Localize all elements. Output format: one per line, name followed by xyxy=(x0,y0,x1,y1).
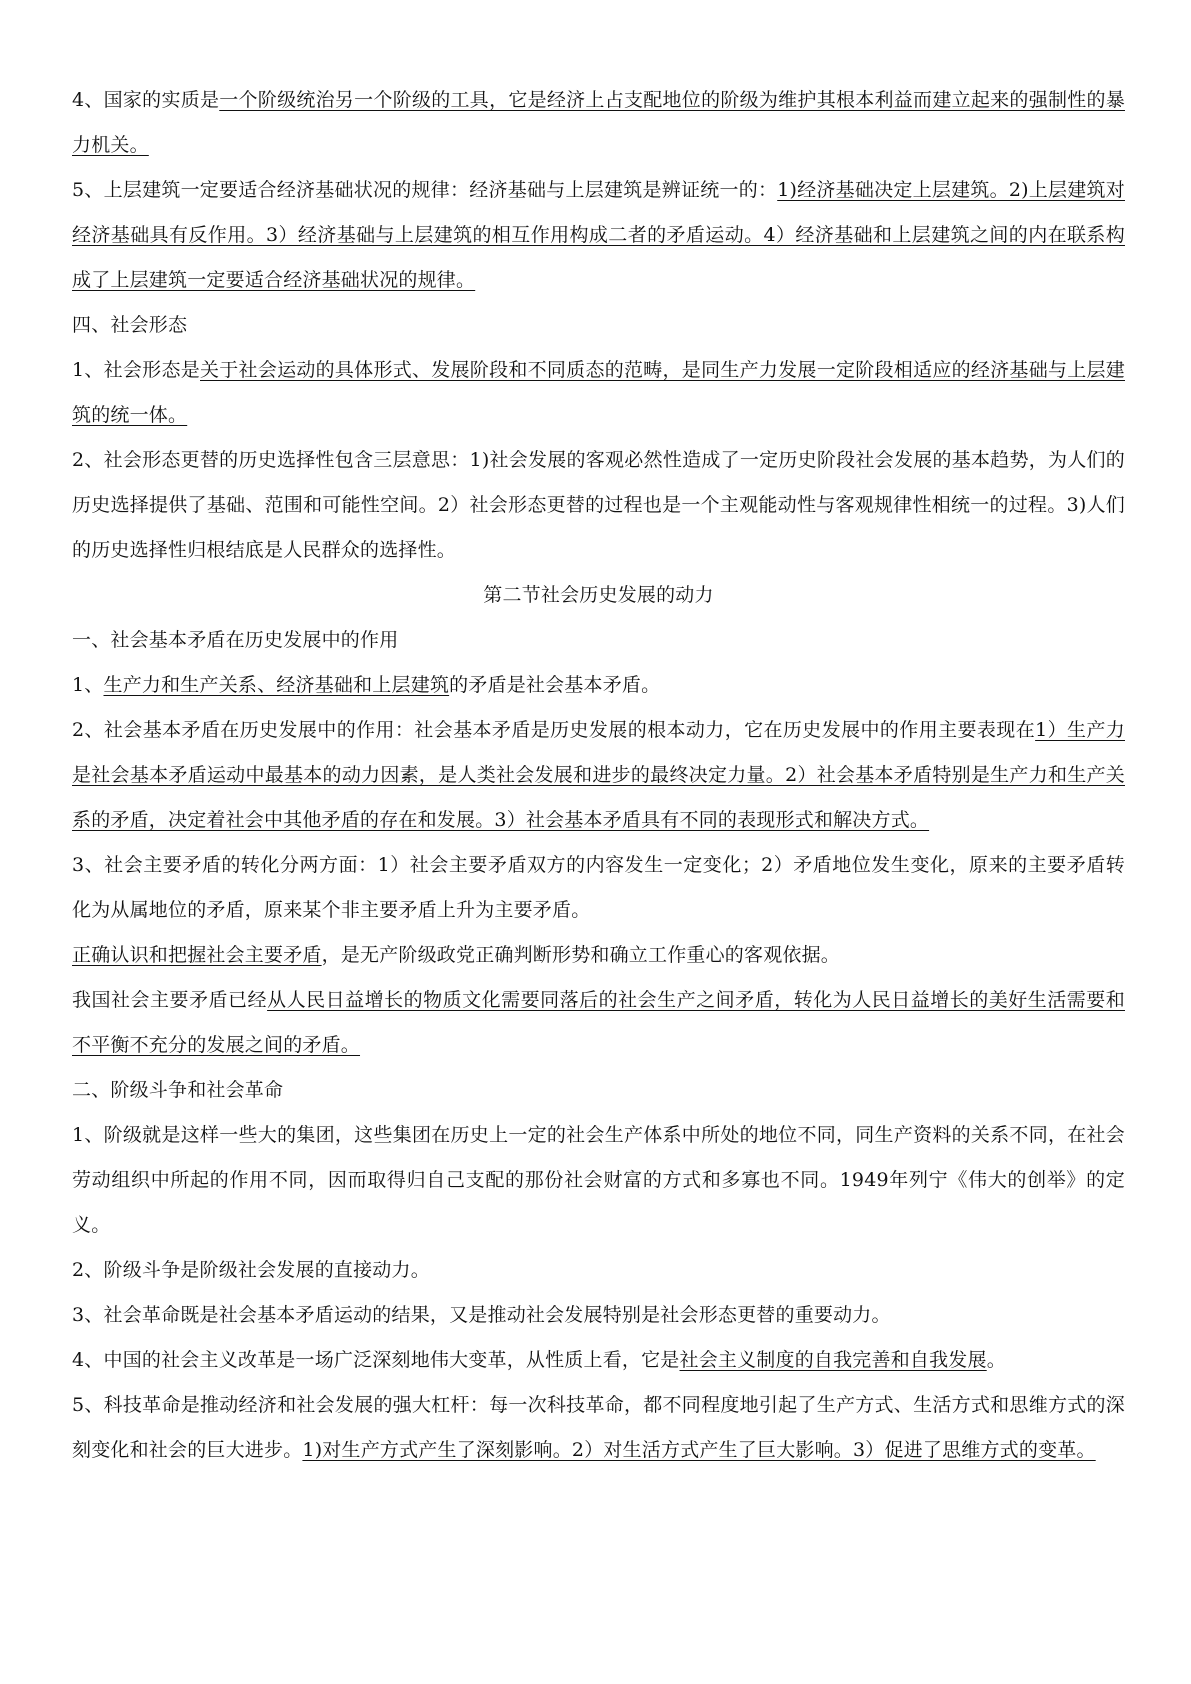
paragraph-social-form-definition xyxy=(72,348,1125,438)
section-title-text: 第二节社会历史发展的动力 xyxy=(483,584,714,606)
heading-text: 四、社会形态 xyxy=(72,314,188,336)
text-run: 我国社会主要矛盾已经 xyxy=(72,989,268,1011)
text-run: 5、科技革命是推动经济和社会发展的强大杠杆：每一次科技革命，都不同程度地引起了生产方式、生活方式和思维方式的深刻变化和社会的巨大进步。 xyxy=(72,1394,1125,1461)
text-run: 1、社会形态是 xyxy=(72,359,200,381)
text-run: 1、阶级就是这样一些大的集团，这些集团在历史上一定的社会生产体系中所处的地位不同，同生产资料的关系不同，在社会劳动组织中所起的作用不同，因而取得归自己支配的那份社会财富的方式和多寡也不同。1949年列宁《伟大的创举》的定义。 xyxy=(72,1124,1125,1236)
paragraph-state-essence xyxy=(72,78,1125,168)
paragraph-historical-choice xyxy=(72,438,1125,573)
text-run: 2、社会形态更替的历史选择性包含三层意思：1)社会发展的客观必然性造成了一定历史阶段社会发展的基本趋势，为人们的历史选择提供了基础、范围和可能性空间。2）社会形态更替的过程也是一个主观能动性与客观规律性相统一的过程。3)人们的历史选择性归根结底是人民群众的选择性。 xyxy=(72,449,1125,561)
paragraph-social-revolution xyxy=(72,1293,1125,1338)
heading-text: 一、社会基本矛盾在历史发展中的作用 xyxy=(72,629,399,651)
text-run: 2、阶级斗争是阶级社会发展的直接动力。 xyxy=(72,1259,430,1281)
paragraph-socialist-reform xyxy=(72,1338,1125,1383)
paragraph-class-definition xyxy=(72,1113,1125,1248)
text-run: 的矛盾是社会基本矛盾。 xyxy=(449,674,661,696)
section-heading-basic-contradiction xyxy=(72,618,1125,663)
chapter-section-title xyxy=(72,573,1125,618)
text-run: 4、中国的社会主义改革是一场广泛深刻地伟大变革，从性质上看，它是 xyxy=(72,1349,680,1371)
text-run: ，是无产阶级政党正确判断形势和确立工作重心的客观依据。 xyxy=(321,944,841,966)
underlined-text: 1)对生产方式产生了深刻影响。2）对生活方式产生了巨大影响。3）促进了思维方式的变革。 xyxy=(302,1439,1096,1461)
underlined-text: 从人民日益增长的物质文化需要同落后的社会生产之间矛盾，转化为人民日益增长的美好生活需要和不平衡不充分的发展之间的矛盾。 xyxy=(72,989,1125,1056)
text-run: 3、社会主要矛盾的转化分两方面：1）社会主要矛盾双方的内容发生一定变化；2）矛盾地位发生变化，原来的主要矛盾转化为从属地位的矛盾，原来某个非主要矛盾上升为主要矛盾。 xyxy=(72,854,1125,921)
underlined-text: 正确认识和把握社会主要矛盾 xyxy=(72,944,322,966)
section-heading-class-struggle xyxy=(72,1068,1125,1113)
text-run: 5、上层建筑一定要适合经济基础状况的规律：经济基础与上层建筑是辨证统一的： xyxy=(72,179,778,201)
text-run: 。 xyxy=(986,1349,1006,1371)
text-run: 1、 xyxy=(72,674,104,696)
underlined-text: 1)经济基础决定上层建筑。2)上层建筑对经济基础具有反作用。3）经济基础与上层建筑的相互作用构成二者的矛盾运动。4）经济基础和上层建筑之间的内在联系构成了上层建筑一定要适合经济基础状况的规律。 xyxy=(72,179,1125,291)
text-run: 3、社会革命既是社会基本矛盾运动的结果，又是推动社会发展特别是社会形态更替的重要动力。 xyxy=(72,1304,891,1326)
paragraph-superstructure-law xyxy=(72,168,1125,303)
underlined-text: 关于社会运动的具体形式、发展阶段和不同质态的范畴，是同生产力发展一定阶段相适应的经济基础与上层建筑的统一体。 xyxy=(72,359,1125,426)
text-run: 4、国家的实质是 xyxy=(72,89,220,111)
underlined-text: 1）生产力是社会基本矛盾运动中最基本的动力因素，是人类社会发展和进步的最终决定力量。2）社会基本矛盾特别是生产力和生产关系的矛盾，决定着社会中其他矛盾的存在和发展。3）社会基本矛盾具有不同的表现形式和解决方式。 xyxy=(72,719,1125,831)
paragraph-class-struggle-driver xyxy=(72,1248,1125,1293)
paragraph-contradiction-role xyxy=(72,708,1125,843)
underlined-text: 生产力和生产关系、经济基础和上层建筑 xyxy=(103,674,450,696)
section-heading-social-form xyxy=(72,303,1125,348)
underlined-text: 社会主义制度的自我完善和自我发展 xyxy=(679,1349,987,1371)
heading-text: 二、阶级斗争和社会革命 xyxy=(72,1079,284,1101)
paragraph-china-main-contradiction xyxy=(72,978,1125,1068)
paragraph-recognize-main-contradiction xyxy=(72,933,1125,978)
text-run: 2、社会基本矛盾在历史发展中的作用：社会基本矛盾是历史发展的根本动力，它在历史发展中的作用主要表现在 xyxy=(72,719,1036,741)
paragraph-main-contradiction-transform xyxy=(72,843,1125,933)
underlined-text: 一个阶级统治另一个阶级的工具，它是经济上占支配地位的阶级为维护其根本利益而建立起来的强制性的暴力机关。 xyxy=(72,89,1125,156)
paragraph-tech-revolution xyxy=(72,1383,1125,1473)
paragraph-basic-contradiction xyxy=(72,663,1125,708)
